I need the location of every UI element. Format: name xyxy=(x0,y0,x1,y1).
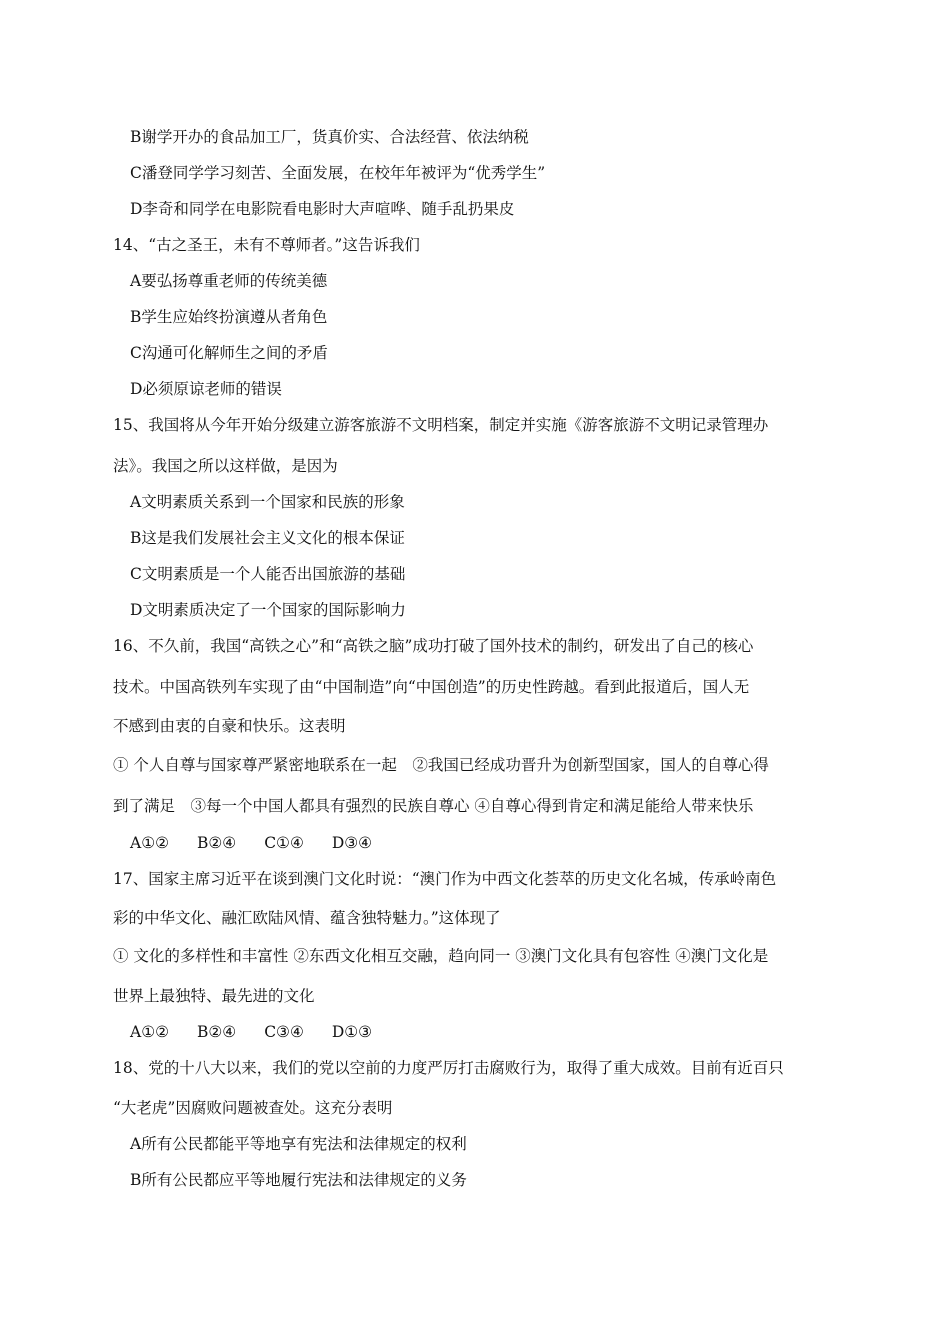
question-18-line-2: “大老虎”因腐败问题被查处。这充分表明 xyxy=(113,1099,393,1117)
question-17-statements-1: ① 文化的多样性和丰富性 ②东西文化相互交融，趋向同一 ③澳门文化具有包容性 ④澳门文化是 xyxy=(113,947,769,965)
question-14: 14、“古之圣王，未有不尊师者。”这告诉我们 xyxy=(113,236,420,254)
option-13d: D李奇和同学在电影院看电影时大声喧哗、随手乱扔果皮 xyxy=(130,200,515,218)
question-16-line-3: 不感到由衷的自豪和快乐。这表明 xyxy=(113,717,346,735)
option-15d: D文明素质决定了一个国家的国际影响力 xyxy=(130,601,406,619)
option-14a: A要弘扬尊重老师的传统美德 xyxy=(130,272,328,290)
option-18a: A所有公民都能平等地享有宪法和法律规定的权利 xyxy=(130,1135,467,1153)
option-13c: C潘登同学学习刻苦、全面发展，在校年年被评为“优秀学生” xyxy=(130,164,546,182)
question-18-line-1: 18、党的十八大以来，我们的党以空前的力度严厉打击腐败行为，取得了重大成效。目前有近百只 xyxy=(113,1059,784,1077)
choice-17c: C③④ xyxy=(264,1023,304,1041)
option-13b: B谢学开办的食品加工厂，货真价实、合法经营、依法纳税 xyxy=(130,128,529,146)
option-15b: B这是我们发展社会主义文化的根本保证 xyxy=(130,529,405,547)
option-15c: C文明素质是一个人能否出国旅游的基础 xyxy=(130,565,406,583)
question-17-line-1: 17、国家主席习近平在谈到澳门文化时说：“澳门作为中西文化荟萃的历史文化名城，传承岭南色 xyxy=(113,870,777,888)
option-14b: B学生应始终扮演遵从者角色 xyxy=(130,308,328,326)
choice-17d: D①③ xyxy=(331,1023,373,1041)
option-15a: A文明素质关系到一个国家和民族的形象 xyxy=(130,493,405,511)
question-17-statements-2: 世界上最独特、最先进的文化 xyxy=(113,987,315,1005)
question-17-choices xyxy=(130,1022,400,1042)
question-16-line-1: 16、不久前，我国“高铁之心”和“高铁之脑”成功打破了国外技术的制约，研发出了自己的核心 xyxy=(113,637,754,655)
question-16-statements-1: ① 个人自尊与国家尊严紧密地联系在一起 ②我国已经成功晋升为创新型国家，国人的自尊心得 xyxy=(113,756,769,774)
choice-16c: C①④ xyxy=(264,834,304,852)
question-15-line-1: 15、我国将从今年开始分级建立游客旅游不文明档案，制定并实施《游客旅游不文明记录管理办 xyxy=(113,416,769,434)
option-14d: D必须原谅老师的错误 xyxy=(130,380,282,398)
question-15-line-2: 法》。我国之所以这样做，是因为 xyxy=(113,457,338,475)
question-17-line-2: 彩的中华文化、融汇欧陆风情、蕴含独特魅力。”这体现了 xyxy=(113,909,501,927)
choice-17a: A①② xyxy=(130,1023,169,1041)
choice-16a: A①② xyxy=(130,834,169,852)
question-16-choices xyxy=(130,833,400,853)
choice-17b: B②④ xyxy=(197,1023,237,1041)
question-16-statements-2: 到了满足 ③每一个中国人都具有强烈的民族自尊心 ④自尊心得到肯定和满足能给人带来快乐 xyxy=(113,797,754,815)
choice-16b: B②④ xyxy=(197,834,237,852)
question-16-line-2: 技术。中国高铁列车实现了由“中国制造”向“中国创造”的历史性跨越。看到此报道后，国人无 xyxy=(113,678,750,696)
option-14c: C沟通可化解师生之间的矛盾 xyxy=(130,344,328,362)
choice-16d: D③④ xyxy=(331,834,373,852)
option-18b: B所有公民都应平等地履行宪法和法律规定的义务 xyxy=(130,1171,467,1189)
